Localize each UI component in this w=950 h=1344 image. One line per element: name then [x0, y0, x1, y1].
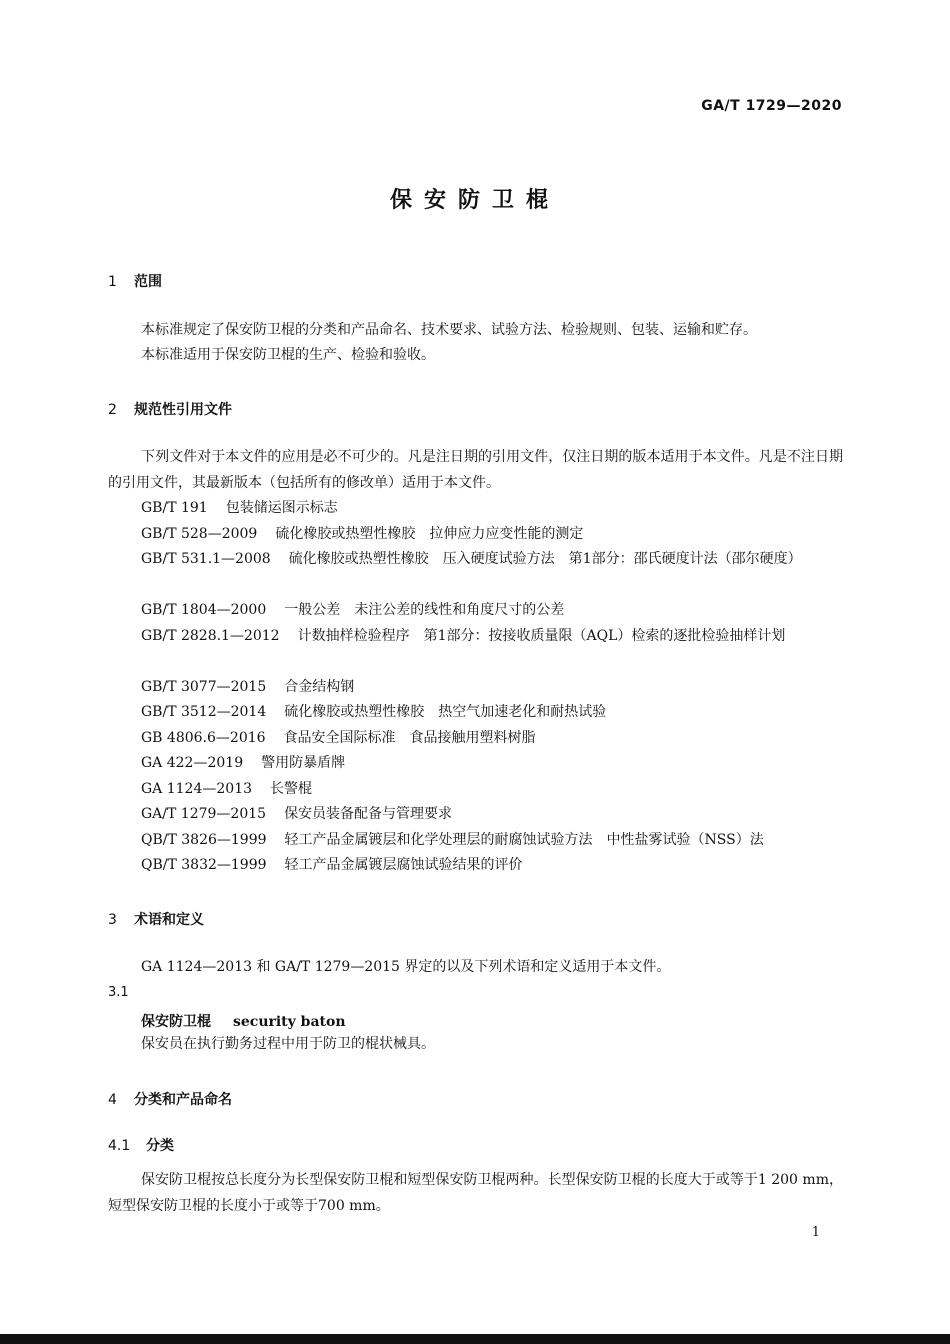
reference-item: GA/T 1279—2015 保安员装备配备与管理要求 — [141, 806, 453, 822]
section-4-1-paragraph: 保安防卫棍按总长度分为长型保安防卫棍和短型保安防卫棍两种。长型保安防卫棍的长度大于或等于1 200 mm，短型保安防卫棍的长度小于或等于700 mm。 — [108, 1172, 843, 1214]
section-3-intro: GA 1124—2013 和 GA/T 1279—2015 界定的以及下列术语和定义适用于本文件。 — [141, 959, 671, 975]
section-title: 范围 — [134, 274, 162, 290]
reference-item: GB/T 3077—2015 合金结构钢 — [141, 679, 355, 695]
term-entry — [141, 1011, 346, 1031]
reference-item: GA 422—2019 警用防暴盾牌 — [141, 755, 346, 771]
section-3-heading — [108, 909, 204, 929]
section-title: 术语和定义 — [134, 912, 204, 928]
document-title: 保安防卫棍 — [389, 188, 560, 213]
term-number: 3.1 — [108, 985, 129, 1000]
section-number: 4 — [108, 1092, 117, 1108]
section-1-heading — [108, 271, 162, 291]
term-english: security baton — [233, 1014, 346, 1030]
bottom-border — [0, 1334, 950, 1344]
reference-item: GA 1124—2013 长警棍 — [141, 781, 313, 797]
section-number: 1 — [108, 274, 117, 290]
standard-code: GA/T 1729—2020 — [701, 98, 842, 114]
subsection-title: 分类 — [146, 1138, 174, 1154]
subsection-4-1-heading — [108, 1135, 174, 1155]
reference-item: GB/T 1804—2000 一般公差 未注公差的线性和角度尺寸的公差 — [141, 602, 565, 618]
reference-item: QB/T 3832—1999 轻工产品金属镀层腐蚀试验结果的评价 — [141, 857, 523, 873]
reference-item: GB 4806.6—2016 食品安全国际标准 食品接触用塑料树脂 — [141, 730, 536, 746]
reference-item: GB/T 191 包装储运图示标志 — [141, 500, 338, 516]
subsection-number: 4.1 — [108, 1138, 131, 1154]
section-number: 3 — [108, 912, 117, 928]
term-definition: 保安员在执行勤务过程中用于防卫的棍状械具。 — [141, 1036, 435, 1052]
section-1-paragraph-2: 本标准适用于保安防卫棍的生产、检验和验收。 — [141, 347, 435, 363]
reference-item: QB/T 3826—1999 轻工产品金属镀层和化学处理层的耐腐蚀试验方法 中性盐雾试验（NSS）法 — [141, 832, 764, 848]
term-chinese: 保安防卫棍 — [141, 1014, 211, 1030]
section-1-paragraph-1: 本标准规定了保安防卫棍的分类和产品命名、技术要求、试验方法、检验规则、包装、运输和贮存。 — [141, 322, 757, 338]
section-number: 2 — [108, 402, 117, 418]
reference-item: GB/T 531.1—2008 硫化橡胶或热塑性橡胶 压入硬度试验方法 第1部分：邵氏硬度计法（邵尔硬度） — [141, 551, 802, 567]
reference-item: GB/T 2828.1—2012 计数抽样检验程序 第1部分：按接收质量限（AQL）检索的逐批检验抽样计划 — [141, 628, 786, 644]
reference-item: GB/T 528—2009 硫化橡胶或热塑性橡胶 拉伸应力应变性能的测定 — [141, 526, 584, 542]
section-2-intro: 下列文件对于本文件的应用是必不可少的。凡是注日期的引用文件，仅注日期的版本适用于本文件。凡是不注日期的引用文件，其最新版本（包括所有的修改单）适用于本文件。 — [108, 449, 843, 491]
section-2-heading — [108, 399, 232, 419]
page-number: 1 — [811, 1225, 820, 1240]
section-title: 分类和产品命名 — [134, 1092, 232, 1108]
section-4-heading — [108, 1089, 232, 1109]
section-title: 规范性引用文件 — [134, 402, 232, 418]
reference-item: GB/T 3512—2014 硫化橡胶或热塑性橡胶 热空气加速老化和耐热试验 — [141, 704, 607, 720]
